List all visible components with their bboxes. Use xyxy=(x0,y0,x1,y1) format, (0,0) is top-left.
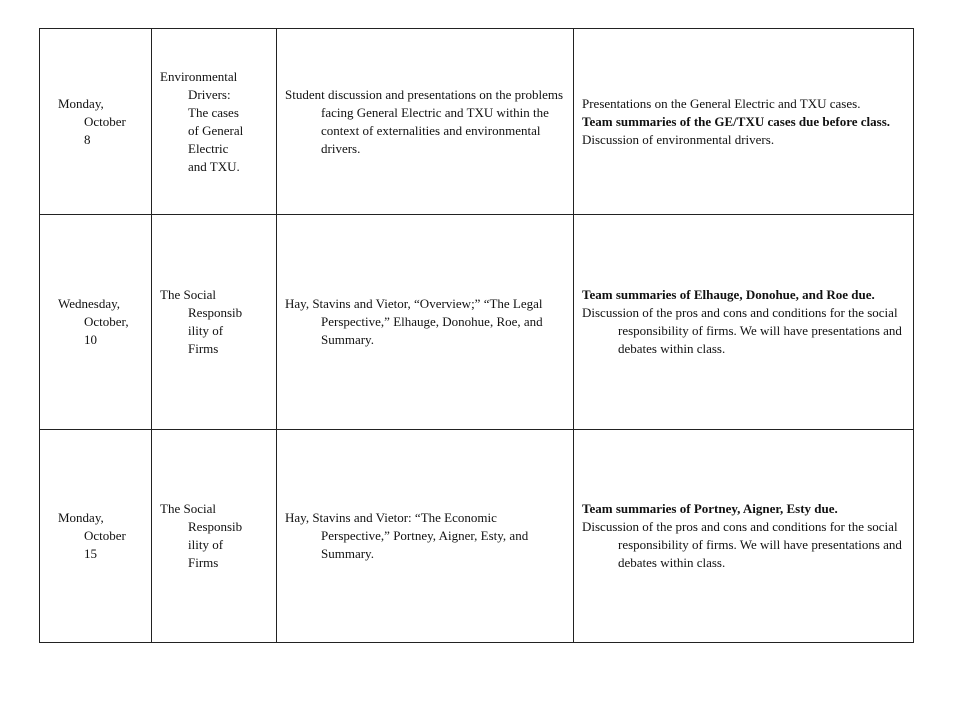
readings-cell xyxy=(277,430,574,643)
date-text: Monday, October 15 xyxy=(58,510,126,561)
readings-text: Hay, Stavins and Vietor, “Overview;” “The Legal Perspective,” Elhauge, Donohue, Roe, and Summary. xyxy=(285,296,543,347)
date-text: Wednesday, October, 10 xyxy=(58,296,129,347)
activity-item: Presentations on the General Electric and TXU cases. xyxy=(582,95,861,111)
date-cell xyxy=(40,29,152,215)
date-cell xyxy=(40,430,152,643)
table-row xyxy=(40,29,914,215)
topic-cell xyxy=(152,430,277,643)
readings-cell xyxy=(277,215,574,430)
topic-text: The Social Responsib ility of Firms xyxy=(160,501,243,570)
activity-item-due: Team summaries of the GE/TXU cases due before class. xyxy=(582,113,891,129)
topic-cell xyxy=(152,29,277,215)
activities-cell xyxy=(574,215,914,430)
schedule-table xyxy=(39,28,914,643)
table-row xyxy=(40,215,914,430)
activities-cell xyxy=(574,430,914,643)
date-cell xyxy=(40,215,152,430)
activity-item: Discussion of environmental drivers. xyxy=(582,131,775,147)
readings-cell xyxy=(277,29,574,215)
activities-cell xyxy=(574,29,914,215)
topic-text: The Social Responsib ility of Firms xyxy=(160,287,243,356)
activity-item: Discussion of the pros and cons and conditions for the social responsibility of firms. We will have presentations and debates within class. xyxy=(582,305,902,356)
table-row xyxy=(40,430,914,643)
activity-item-due: Team summaries of Portney, Aigner, Esty due. xyxy=(582,501,838,516)
activity-item-due: Team summaries of Elhauge, Donohue, and Roe due. xyxy=(582,287,875,302)
readings-text: Student discussion and presentations on the problems facing General Electric and TXU within the context of externalities and environmental drivers. xyxy=(285,86,564,156)
topic-cell xyxy=(152,215,277,430)
readings-text: Hay, Stavins and Vietor: “The Economic Perspective,” Portney, Aigner, Esty, and Summary. xyxy=(285,510,529,561)
date-text: Monday, October 8 xyxy=(58,95,126,147)
topic-text: Environmental Drivers: The cases of General Electric and TXU. xyxy=(160,68,244,174)
activity-item: Discussion of the pros and cons and conditions for the social responsibility of firms. We will have presentations and debates within class. xyxy=(582,519,902,570)
